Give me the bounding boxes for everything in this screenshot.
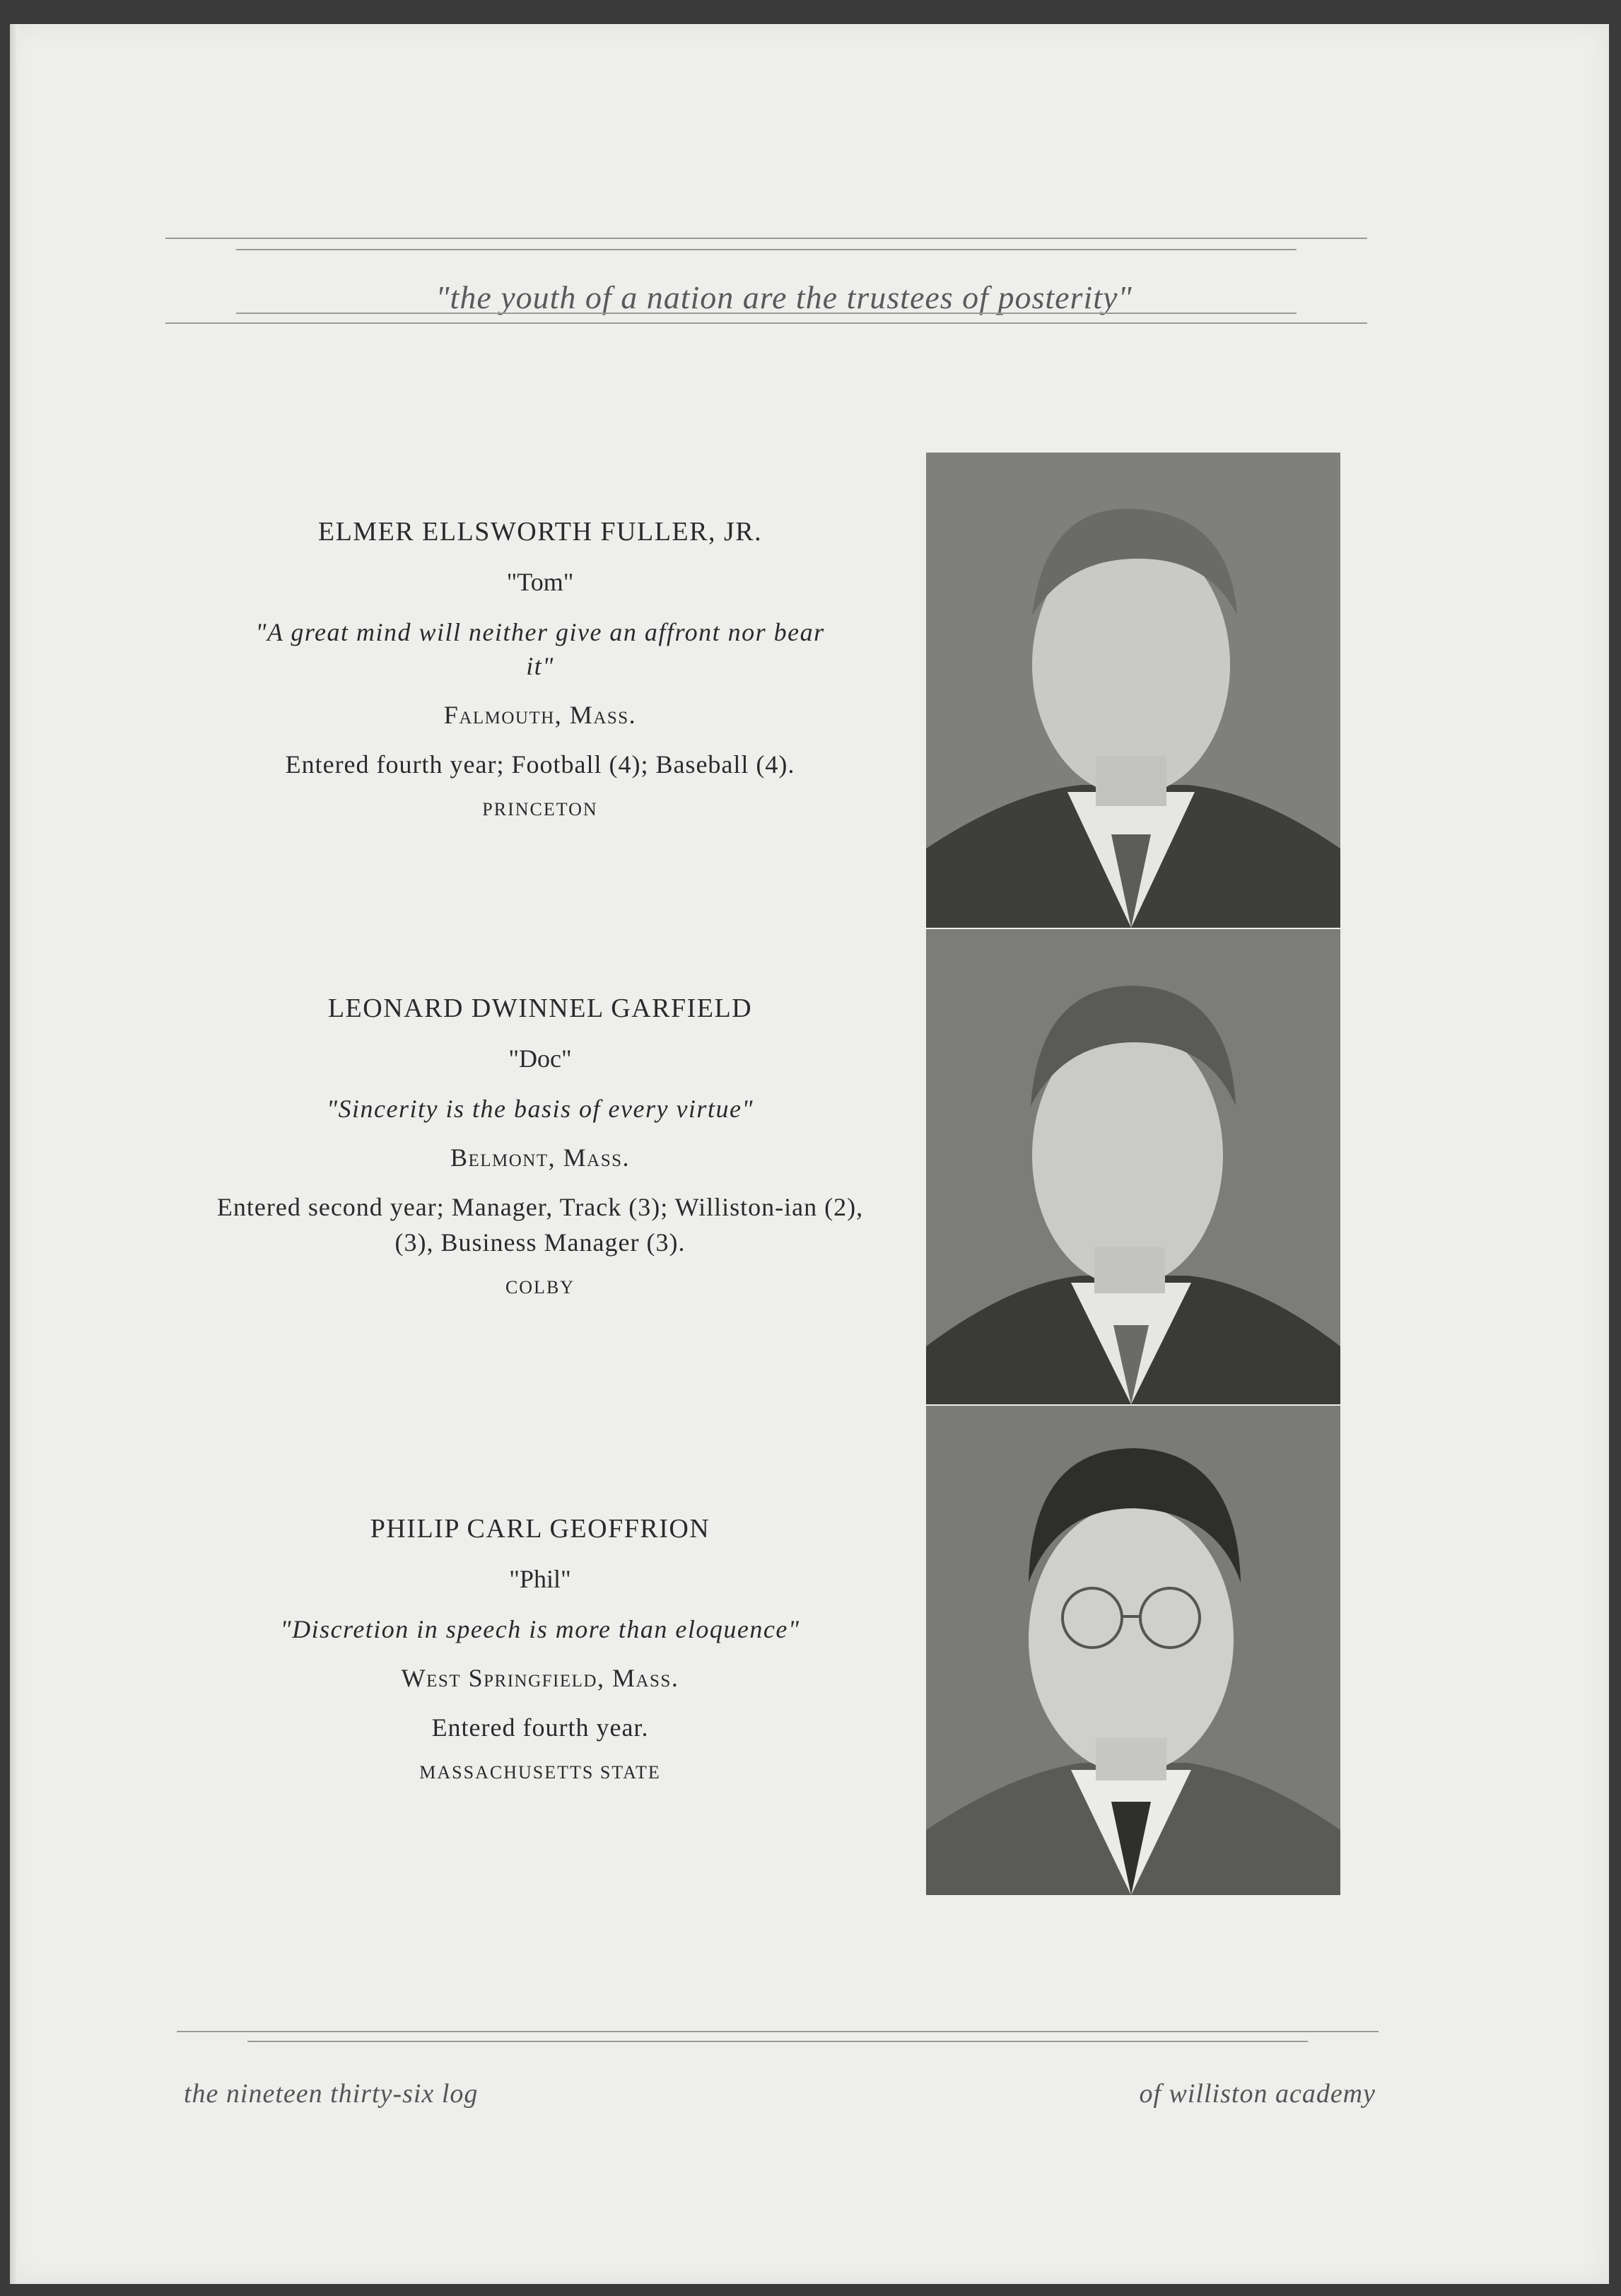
student-hometown: West Springfield, Mass.: [401, 1664, 679, 1692]
header-motto: "the youth of a nation are the trustees of posterity": [435, 279, 1133, 315]
student-quote: "A great mind will neither give an affront nor bear it": [255, 618, 825, 680]
student-nickname: "Tom": [506, 568, 574, 596]
footer-rule-outer: [177, 2031, 1379, 2032]
student-quote: "Discretion in speech is more than eloquence": [280, 1615, 800, 1643]
footer-publication-title: the nineteen thirty-six log: [184, 2079, 479, 2109]
student-activities: Entered second year; Manager, Track (3); Williston-ian (2), (3), Business Manager (3).: [216, 1193, 864, 1257]
header-rule-bottom-outer: [165, 322, 1367, 324]
yearbook-page: [10, 24, 1609, 2284]
header-rule-top-inner: [236, 249, 1297, 250]
student-nickname: "Phil": [509, 1565, 571, 1593]
header-rule-bottom-inner: [236, 313, 1297, 314]
student-nickname: "Doc": [508, 1044, 572, 1073]
student-activities: Entered fourth year; Football (4); Baseball (4).: [285, 750, 795, 779]
student-hometown: Falmouth, Mass.: [443, 701, 637, 729]
student-name: ELMER ELLSWORTH FULLER, JR.: [317, 517, 763, 547]
student-college: PRINCETON: [482, 799, 598, 820]
student-entry: [165, 993, 915, 1298]
student-college: COLBY: [505, 1277, 575, 1298]
page-spine: [10, 24, 18, 2284]
student-quote: "Sincerity is the basis of every virtue": [326, 1095, 754, 1123]
student-entry: [165, 516, 915, 820]
footer-rule-inner: [247, 2041, 1308, 2042]
student-entry: [165, 1513, 915, 1783]
student-name: PHILIP CARL GEOFFRION: [370, 1514, 710, 1544]
footer-school-name: of williston academy: [1139, 2079, 1376, 2109]
student-hometown: Belmont, Mass.: [450, 1143, 631, 1172]
header-rule-top-outer: [165, 238, 1367, 239]
student-portrait-photo: [926, 453, 1340, 928]
student-portrait-photo: [926, 1406, 1340, 1895]
student-portrait-photo: [926, 929, 1340, 1404]
student-name: LEONARD DWINNEL GARFIELD: [327, 993, 753, 1023]
student-activities: Entered fourth year.: [431, 1713, 649, 1742]
student-college: MASSACHUSETTS STATE: [419, 1762, 661, 1783]
